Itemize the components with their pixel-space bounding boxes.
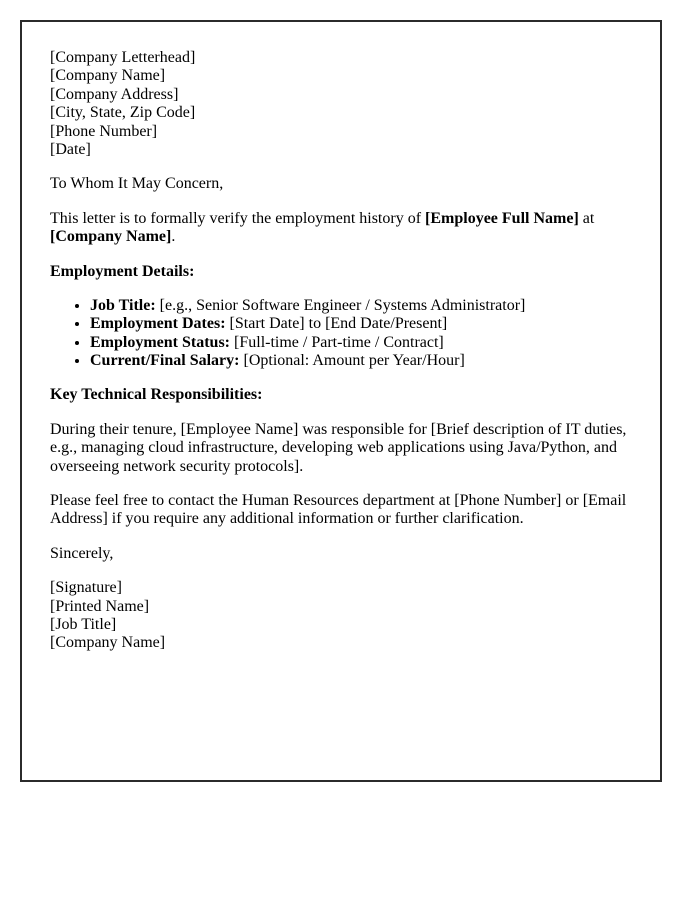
list-item-value: [Optional: Amount per Year/Hour] bbox=[239, 352, 465, 370]
letterhead-line: [Company Address] bbox=[50, 85, 179, 103]
list-item-value: [Start Date] to [End Date/Present] bbox=[225, 315, 448, 333]
letterhead-line: [Phone Number] bbox=[50, 122, 158, 140]
list-item-label: Current/Final Salary: bbox=[90, 352, 240, 370]
list-item bbox=[90, 315, 632, 333]
letterhead-block bbox=[50, 49, 632, 159]
list-item-value: [e.g., Senior Software Engineer / Systems Administrator] bbox=[155, 296, 526, 314]
list-item-label: Employment Status: bbox=[90, 333, 231, 351]
letterhead-line: [Date] bbox=[50, 140, 91, 158]
signature-line: [Signature] bbox=[50, 579, 122, 597]
intro-text: . bbox=[171, 228, 176, 246]
signature-line: [Company Name] bbox=[50, 634, 166, 652]
signature-line: [Printed Name] bbox=[50, 597, 150, 615]
employment-details-heading: Employment Details: bbox=[50, 262, 195, 280]
letterhead-line: [Company Name] bbox=[50, 67, 166, 85]
contact-paragraph: Please feel free to contact the Human Resources department at [Phone Number] or [Email Address] if you require any additional information or further clarification. bbox=[50, 492, 627, 528]
intro-text: at bbox=[578, 209, 595, 227]
list-item-label: Job Title: bbox=[90, 296, 156, 314]
list-item bbox=[90, 334, 632, 352]
employment-details-list bbox=[50, 297, 632, 371]
salutation: To Whom It May Concern, bbox=[50, 175, 224, 193]
company-name-placeholder: [Company Name] bbox=[50, 228, 172, 246]
letterhead-line: [Company Letterhead] bbox=[50, 49, 196, 66]
intro-text: This letter is to formally verify the employment history of bbox=[50, 209, 426, 227]
list-item bbox=[90, 297, 632, 315]
list-item bbox=[90, 352, 632, 370]
letter-document bbox=[20, 20, 662, 782]
intro-paragraph bbox=[50, 210, 632, 247]
signature-line: [Job Title] bbox=[50, 615, 117, 633]
list-item-label: Employment Dates: bbox=[90, 315, 226, 333]
letterhead-line: [City, State, Zip Code] bbox=[50, 104, 196, 122]
list-item-value: [Full-time / Part-time / Contract] bbox=[230, 333, 444, 351]
responsibilities-heading: Key Technical Responsibilities: bbox=[50, 386, 263, 404]
signature-block bbox=[50, 579, 632, 653]
employee-full-name-placeholder: [Employee Full Name] bbox=[425, 209, 579, 227]
responsibilities-paragraph: During their tenure, [Employee Name] was responsible for [Brief description of IT duties, e.g., managing cloud infrastructure, developing web applications using Java/Python, and overseeing network security protocols]. bbox=[50, 420, 627, 475]
closing-salutation: Sincerely, bbox=[50, 544, 114, 562]
